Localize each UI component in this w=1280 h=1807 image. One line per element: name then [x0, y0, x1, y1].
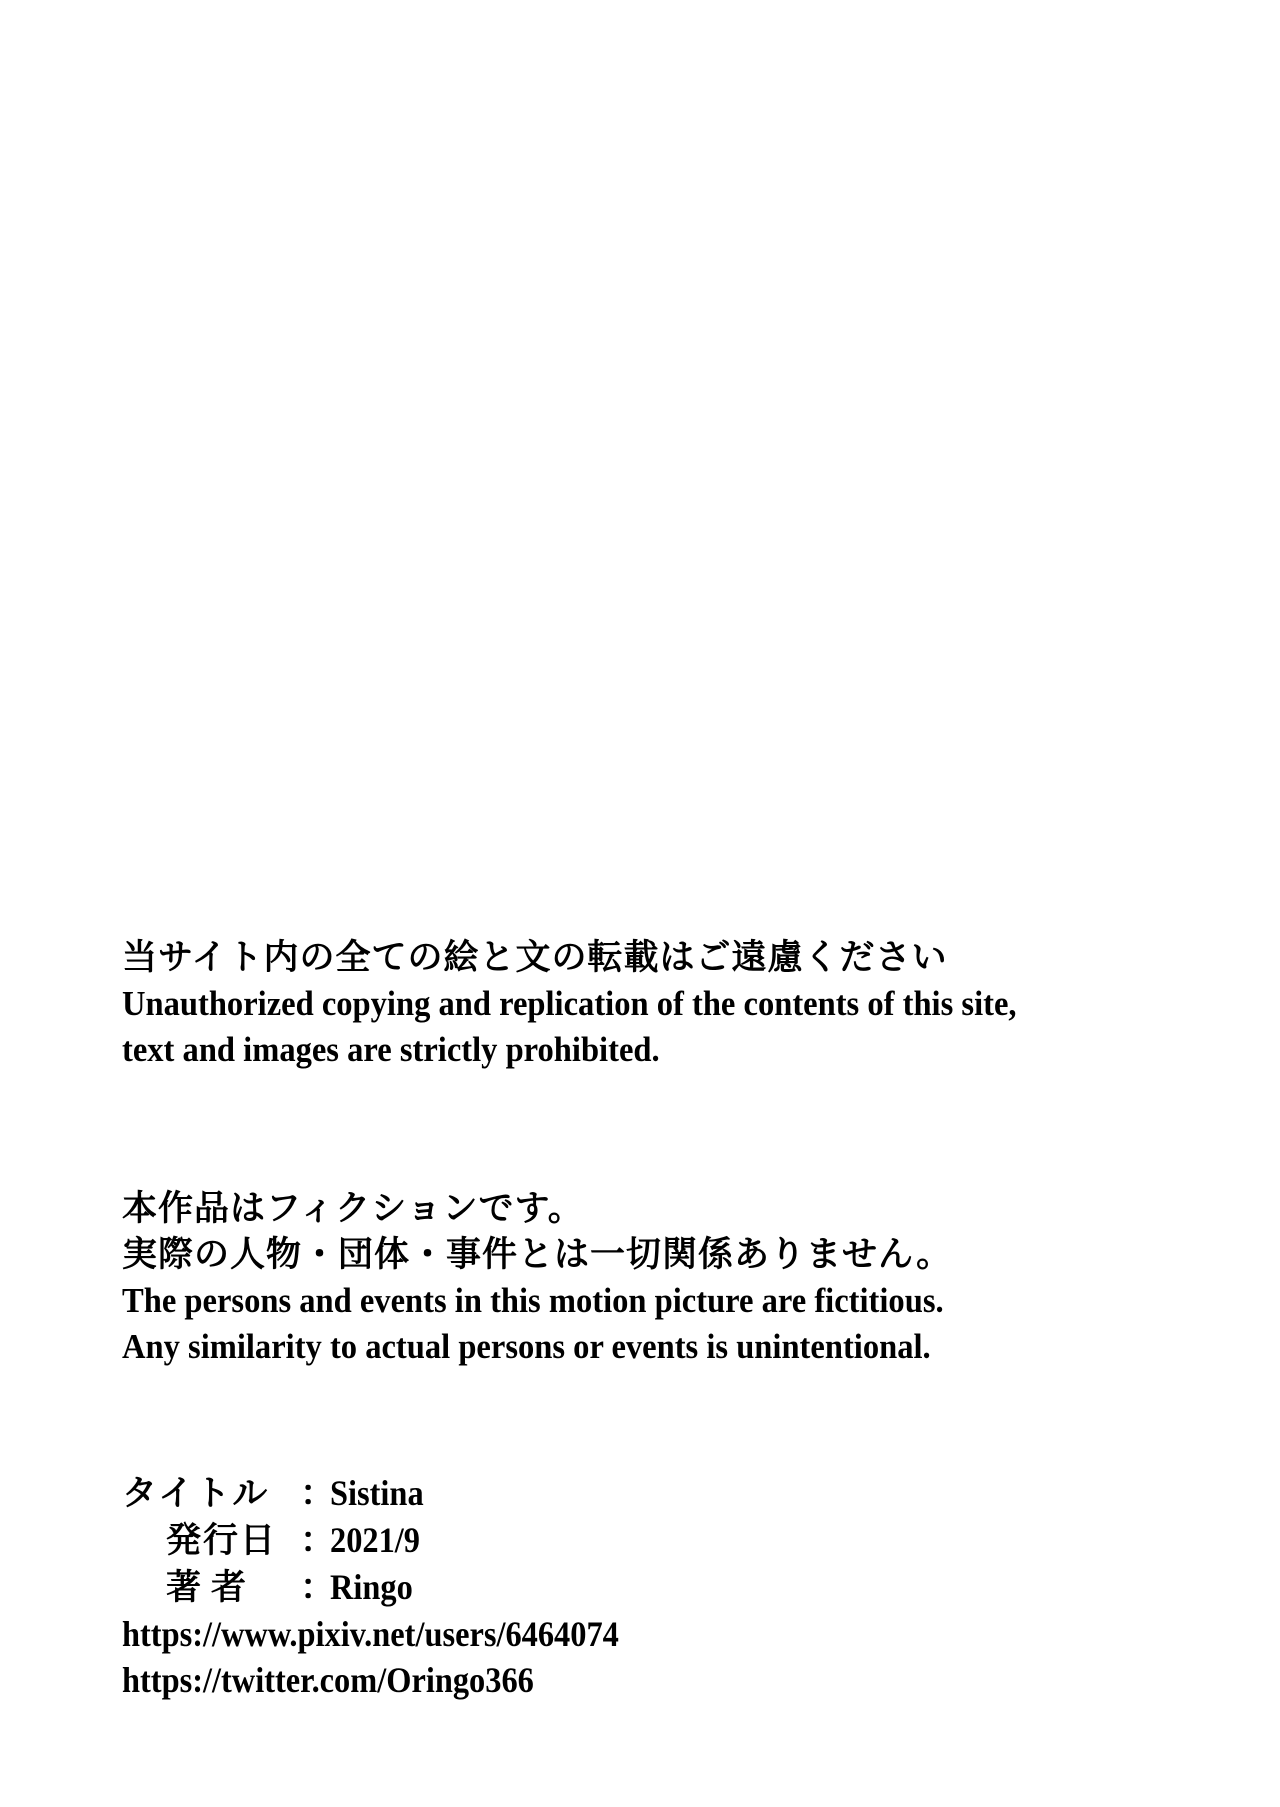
title-value: Sistina — [330, 1473, 424, 1513]
title-label: タイトル — [122, 1474, 270, 1514]
pixiv-url: https://www.pixiv.net/users/6464074 — [122, 1614, 619, 1654]
date-label: 発行日 — [166, 1521, 278, 1561]
title-colon: ： — [300, 1474, 336, 1514]
author-label: 著者 — [166, 1568, 257, 1608]
date-value: 2021/9 — [330, 1520, 421, 1560]
author-value: Ringo — [330, 1567, 413, 1607]
copyright-notice — [122, 935, 1084, 1073]
colophon-author-row — [122, 1564, 674, 1611]
colophon-date-row — [122, 1517, 674, 1564]
copyright-notice-jp: 当サイト内の全ての絵と文の転載はご遠慮ください — [122, 938, 948, 978]
copyright-notice-en-line-2: text and images are strictly prohibited. — [122, 1030, 660, 1069]
fiction-disclaimer-en-line-2: Any similarity to actual persons or events is unintentional. — [122, 1327, 931, 1366]
date-colon: ： — [300, 1521, 336, 1561]
fiction-disclaimer-jp-line-1: 本作品はフィクションです。 — [122, 1189, 584, 1229]
colophon — [122, 1470, 674, 1703]
fiction-disclaimer — [122, 1186, 1005, 1370]
twitter-url: https://twitter.com/Oringo366 — [122, 1660, 534, 1700]
colophon-title-row — [122, 1470, 674, 1517]
fiction-disclaimer-en-line-1: The persons and events in this motion picture are fictitious. — [122, 1281, 944, 1320]
copyright-notice-en-line-1: Unauthorized copying and replication of the contents of this site, — [122, 984, 1017, 1023]
fiction-disclaimer-jp-line-2: 実際の人物・団体・事件とは一切関係ありません。 — [122, 1235, 953, 1275]
author-colon: ： — [300, 1568, 336, 1608]
